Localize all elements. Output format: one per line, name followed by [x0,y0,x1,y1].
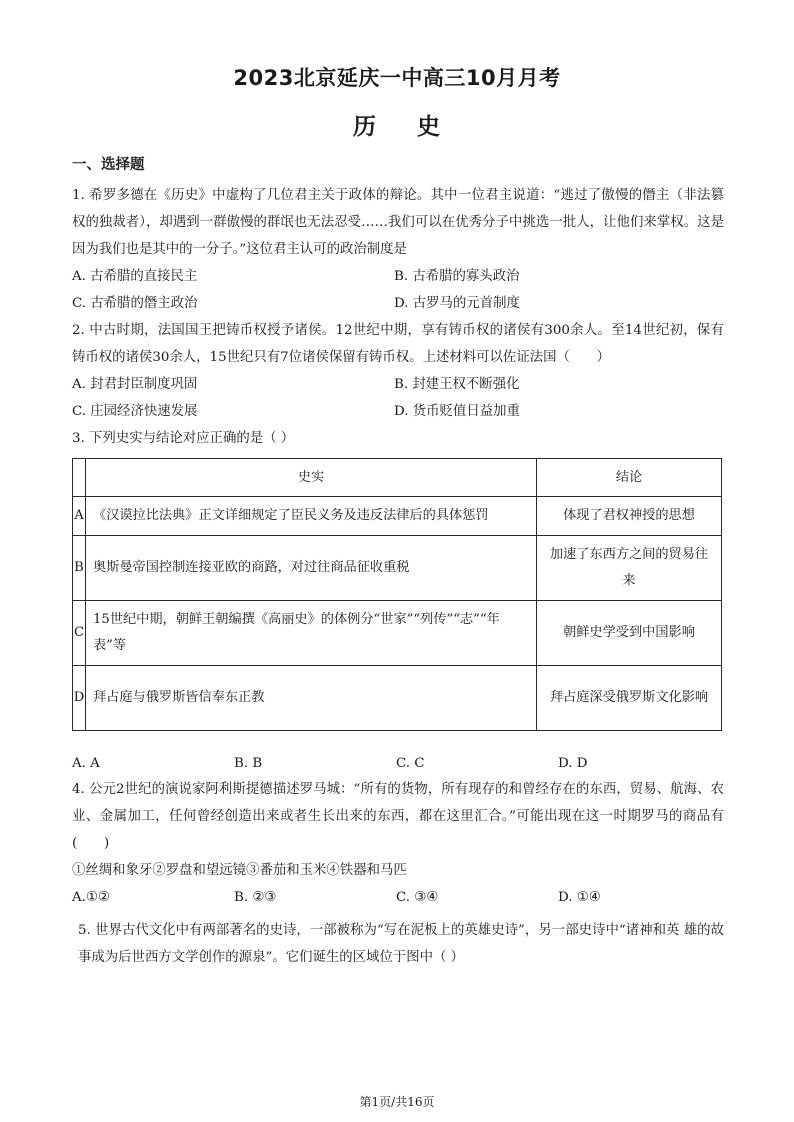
row-letter: D [73,666,86,731]
option-d[interactable]: D. 货币贬值日益加重 [394,404,520,419]
row-fact: 15世纪中期，朝鲜王朝编撰《高丽史》的体例分“世家”“列传”“志”“年表”等 [86,601,537,666]
table-header-blank [73,459,86,497]
option-c[interactable]: C. 庄园经济快速发展 [72,404,198,419]
subject-title [0,108,794,141]
table-header-conclusion: 结论 [537,459,722,497]
question-2-options [72,371,724,425]
question-4-stem: 4. 公元2世纪的演说家阿利斯提德描述罗马城：“所有的货物，所有现存的和曾经存在的东西，贸易、航海、农业、金属加工，任何曾经创造出来或者生长出来的东西，都在这里汇合。”可能出现在这一时期罗马的商品有( ) [72,782,724,851]
row-conclusion: 加速了东西方之间的贸易往来 [537,536,722,601]
subject-char: 史 [417,114,441,140]
subject-char: 历 [353,114,377,140]
row-fact: 《汉谟拉比法典》正文详细规定了臣民义务及违反法律后的具体惩罚 [86,497,537,536]
question-4-options [72,884,724,911]
row-fact: 奥斯曼帝国控制连接亚欧的商路，对过往商品征收重税 [86,536,537,601]
question-2-stem: 2. 中古时期，法国国王把铸币权授予诸侯。12世纪中期，享有铸币权的诸侯有300余人。至14世纪初，保有铸币权的诸侯30余人，15世纪只有7位诸侯保留有铸币权。上述材料可以佐证法国（ ） [72,323,724,365]
question-5-stem: 5. 世界古代文化中有两部著名的史诗，一部被称为“写在泥板上的英雄史诗”，另一部史诗中“诸神和英 雄的故事成为后世西方文学创作的源泉”。它们诞生的区域位于图中（ ） [78,923,724,965]
question-3-table [72,458,722,731]
row-letter: B [73,536,86,601]
row-letter: C [73,601,86,666]
option-b[interactable]: B. 古希腊的寡头政治 [394,269,520,284]
question-1-stem: 1. 希罗多德在《历史》中虚构了几位君主关于政体的辩论。其中一位君主说道：“逃过了傲慢的僭主（非法篡权的独裁者），却遇到一群傲慢的群氓也无法忍受……我们可以在优秀分子中挑选一批人，让他们来掌权。这是因为我们也是其中的一分子。”这位君主认可的政治制度是 [72,188,724,257]
exam-title: 2023北京延庆一中高三10月月考 [233,66,561,90]
table-row [73,666,722,731]
option-a[interactable]: A. 封君封臣制度巩固 [72,377,198,392]
option-b[interactable]: B. ②③ [234,890,277,905]
table-header-row [73,459,722,497]
row-fact: 拜占庭与俄罗斯皆信奉东正教 [86,666,537,731]
row-conclusion: 朝鲜史学受到中国影响 [537,601,722,666]
option-c[interactable]: C. ③④ [396,890,439,905]
option-a[interactable]: A. A [72,756,100,771]
option-d[interactable]: D. D [558,756,588,771]
table-header-fact: 史实 [86,459,537,497]
option-a[interactable]: A. 古希腊的直接民主 [72,269,198,284]
table-row [73,536,722,601]
option-d[interactable]: D. 古罗马的元首制度 [394,296,520,311]
page-footer: 第1页/共16页 [359,1095,435,1109]
section-heading: 一、选择题 [72,157,145,173]
table-row [73,601,722,666]
question-3-options [72,750,724,777]
question-3-stem: 3. 下列史实与结论对应正确的是（ ） [72,431,295,446]
option-b[interactable]: B. 封建王权不断强化 [394,377,520,392]
option-d[interactable]: D. ①④ [558,890,601,905]
option-c[interactable]: C. 古希腊的僭主政治 [72,296,198,311]
table-row [73,497,722,536]
row-letter: A [73,497,86,536]
question-4-items: ①丝绸和象牙②罗盘和望远镜③番茄和玉米④铁器和马匹 [72,863,407,878]
option-c[interactable]: C. C [396,756,425,771]
option-b[interactable]: B. B [234,756,263,771]
row-conclusion: 拜占庭深受俄罗斯文化影响 [537,666,722,731]
question-1-options [72,263,724,317]
option-a[interactable]: A.①② [72,890,110,905]
row-conclusion: 体现了君权神授的思想 [537,497,722,536]
